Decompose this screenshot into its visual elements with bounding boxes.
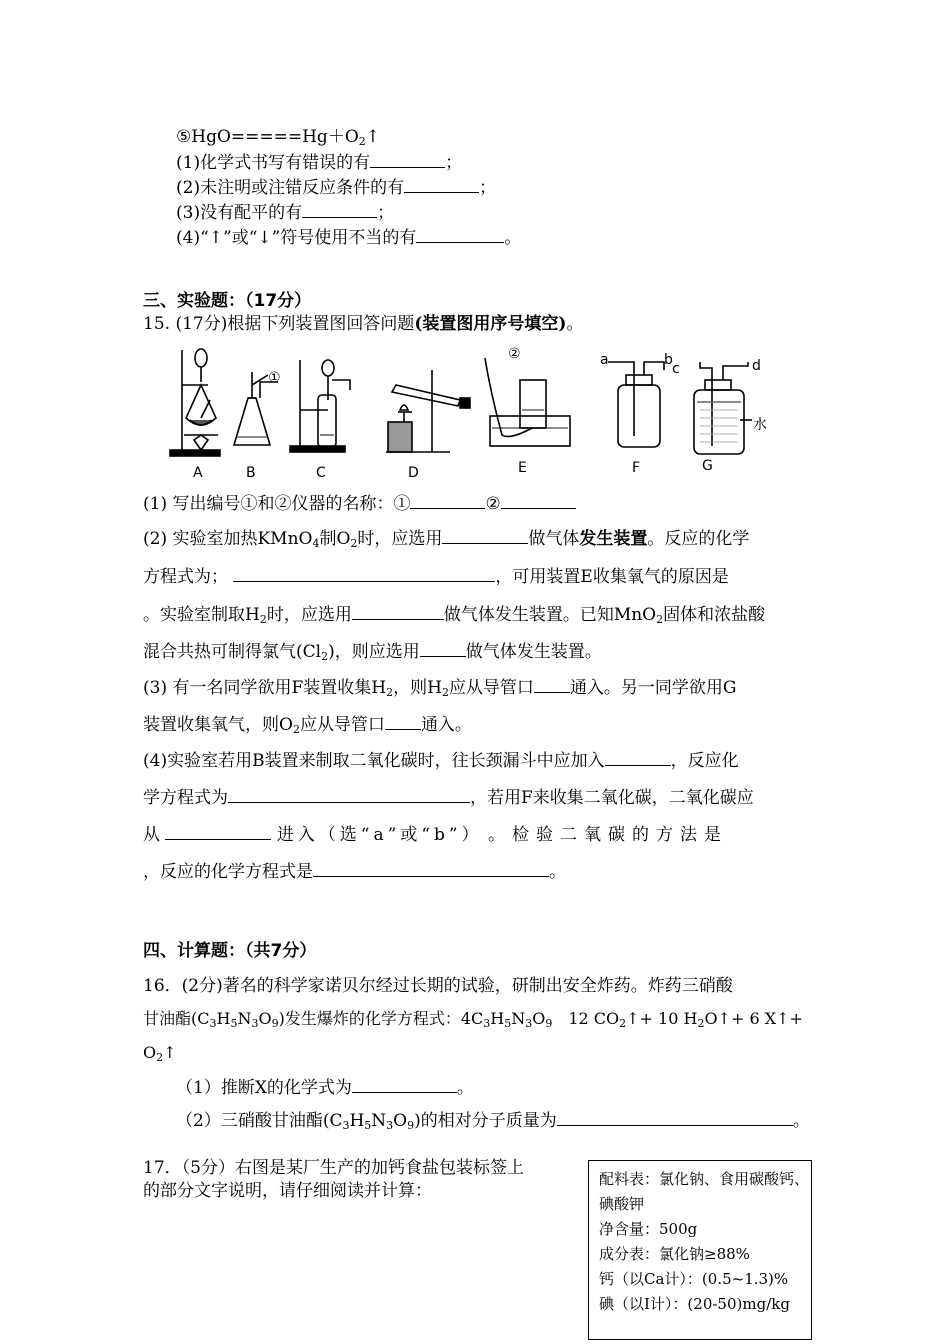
q16-equation-cont: $O_2↑$ (143, 1043, 177, 1064)
q14-equation-5: $⑤HgO=====Hg+O_2↑$ (176, 127, 380, 148)
q16-line1: 16．(2分)著名的科学家诺贝尔经过长期的试验，研制出安全炸药。炸药三硝酸 (143, 976, 733, 996)
answer-blank[interactable] (352, 1076, 457, 1093)
answer-blank[interactable] (416, 226, 504, 243)
apparatus-d-icon (386, 370, 470, 452)
answer-blank[interactable] (442, 527, 528, 544)
answer-blank[interactable] (410, 492, 485, 509)
answer-blank[interactable] (313, 860, 549, 877)
section-3-title: 三、实验题：（17分） (143, 291, 312, 311)
q16-sub2: （2）三硝酸甘油酯$(C_3H_5N_3O_9)$的相对分子质量为 。 (176, 1111, 810, 1132)
q14-sub2: (2)未注明或注错反应条件的有 ； (176, 178, 497, 198)
label-tube-c: c (672, 361, 680, 377)
label-ingredients-cont: 碘酸钾 (599, 1195, 645, 1213)
label-b: B (246, 465, 256, 481)
label-iodine: 碘（以I计）：(20-50)mg/kg (599, 1295, 790, 1313)
answer-blank[interactable] (370, 151, 445, 168)
q17-line1: 17．（5分）右图是某厂生产的加钙食盐包装标签上 (143, 1158, 524, 1178)
q15-part4-line4: ，反应的化学方程式是 。 (143, 862, 566, 882)
answer-blank[interactable] (404, 176, 479, 193)
apparatus-g-icon (694, 362, 752, 454)
answer-blank[interactable] (302, 201, 377, 218)
q15-part4-line2: 学方程式为 ，若用F来收集二氧化碳，二氧化碳应 (143, 788, 754, 808)
q14-sub4: (4)“↑”或“↓”符号使用不当的有 。 (176, 228, 522, 248)
label-g: G (702, 458, 713, 474)
label-tube-d: d (752, 358, 761, 374)
q14-sub3: (3)没有配平的有 ； (176, 203, 395, 223)
q17-line2: 的部分文字说明，请仔细阅读并计算： (143, 1181, 432, 1201)
q15-part3-line1: (3) 有一名同学欲用F装置收集$H_2$，则$H_2$应从导管口 通入。另一同学欲用G (143, 678, 737, 699)
answer-blank[interactable] (501, 492, 576, 509)
label-tube-b: b (664, 352, 673, 368)
label-c: C (316, 465, 326, 481)
answer-blank[interactable] (420, 640, 466, 657)
salt-label-box (588, 1160, 812, 1340)
label-tube-a: a (600, 352, 609, 368)
section-4-title: 四、计算题：（共7分） (143, 941, 317, 961)
q15-part2-line4: 混合共热可制得氯气$(Cl_2)$，则应选用 做气体发生装置。 (143, 642, 602, 663)
q16-equation-line: 甘油酯$(C_3H_5N_3O_9)$发生爆炸的化学方程式：$4C_3H_5N_3O_9$ 12 $CO_2↑+ 10$ $H_2O↑+ 6$ X↑+ (143, 1009, 803, 1030)
answer-blank[interactable] (228, 786, 470, 803)
label-d: D (408, 465, 419, 481)
label-f: F (632, 460, 641, 476)
q16-sub1: （1）推断X的化学式为 。 (176, 1078, 474, 1098)
q15-part1: (1) 写出编号①和②仪器的名称：① ② (143, 492, 576, 515)
answer-blank[interactable] (534, 676, 570, 693)
q14-sub1: (1)化学式书写有错误的有 ； (176, 153, 463, 173)
label-net-content: 净含量：500g (599, 1220, 698, 1238)
label-water: 水 (753, 417, 767, 433)
label-circle-1: ① (268, 370, 281, 386)
answer-blank[interactable] (557, 1109, 793, 1126)
apparatus-a-icon (170, 349, 220, 456)
label-calcium: 钙（以Ca计）：(0.5~1.3)% (599, 1270, 789, 1288)
q15-intro: 15. (17分)根据下列装置图回答问题(装置图用序号填空)。 (143, 314, 584, 334)
label-circle-2: ② (508, 346, 521, 362)
q15-part2-line3: 。实验室制取$H_2$时，应选用 做气体发生装置。已知MnO$_2$固体和浓盐酸 (143, 605, 766, 626)
apparatus-f-icon (608, 362, 664, 447)
label-a: A (193, 465, 203, 481)
answer-blank[interactable] (165, 823, 271, 840)
answer-blank[interactable] (605, 749, 671, 766)
label-composition: 成分表：氯化钠≥88% (599, 1245, 750, 1263)
answer-blank[interactable] (385, 713, 421, 730)
answer-blank[interactable] (352, 603, 444, 620)
q15-part4-line1: (4)实验室若用B装置来制取二氧化碳时，往长颈漏斗中应加入 ，反应化 (143, 751, 739, 771)
apparatus-e-icon (485, 358, 570, 446)
q15-part3-line2: 装置收集氧气，则$O_2$应从导管口 通入。 (143, 715, 472, 736)
answer-blank[interactable] (233, 565, 495, 582)
label-e: E (518, 460, 527, 476)
q15-part2-line2: 方程式为； ，可用装置E收集氧气的原因是 (143, 567, 729, 587)
apparatus-c-icon (290, 360, 350, 452)
q15-part2-line1: (2) 实验室加热KMnO$_4$制$O_2$时，应选用 做气体发生装置。反应的化学 (143, 529, 750, 550)
q15-part4-line3: 从 进入（选“a”或“b”） 。检验二氧碳的方法是 (143, 825, 728, 845)
label-ingredients: 配料表：氯化钠、食用碳酸钙、 (599, 1170, 810, 1188)
